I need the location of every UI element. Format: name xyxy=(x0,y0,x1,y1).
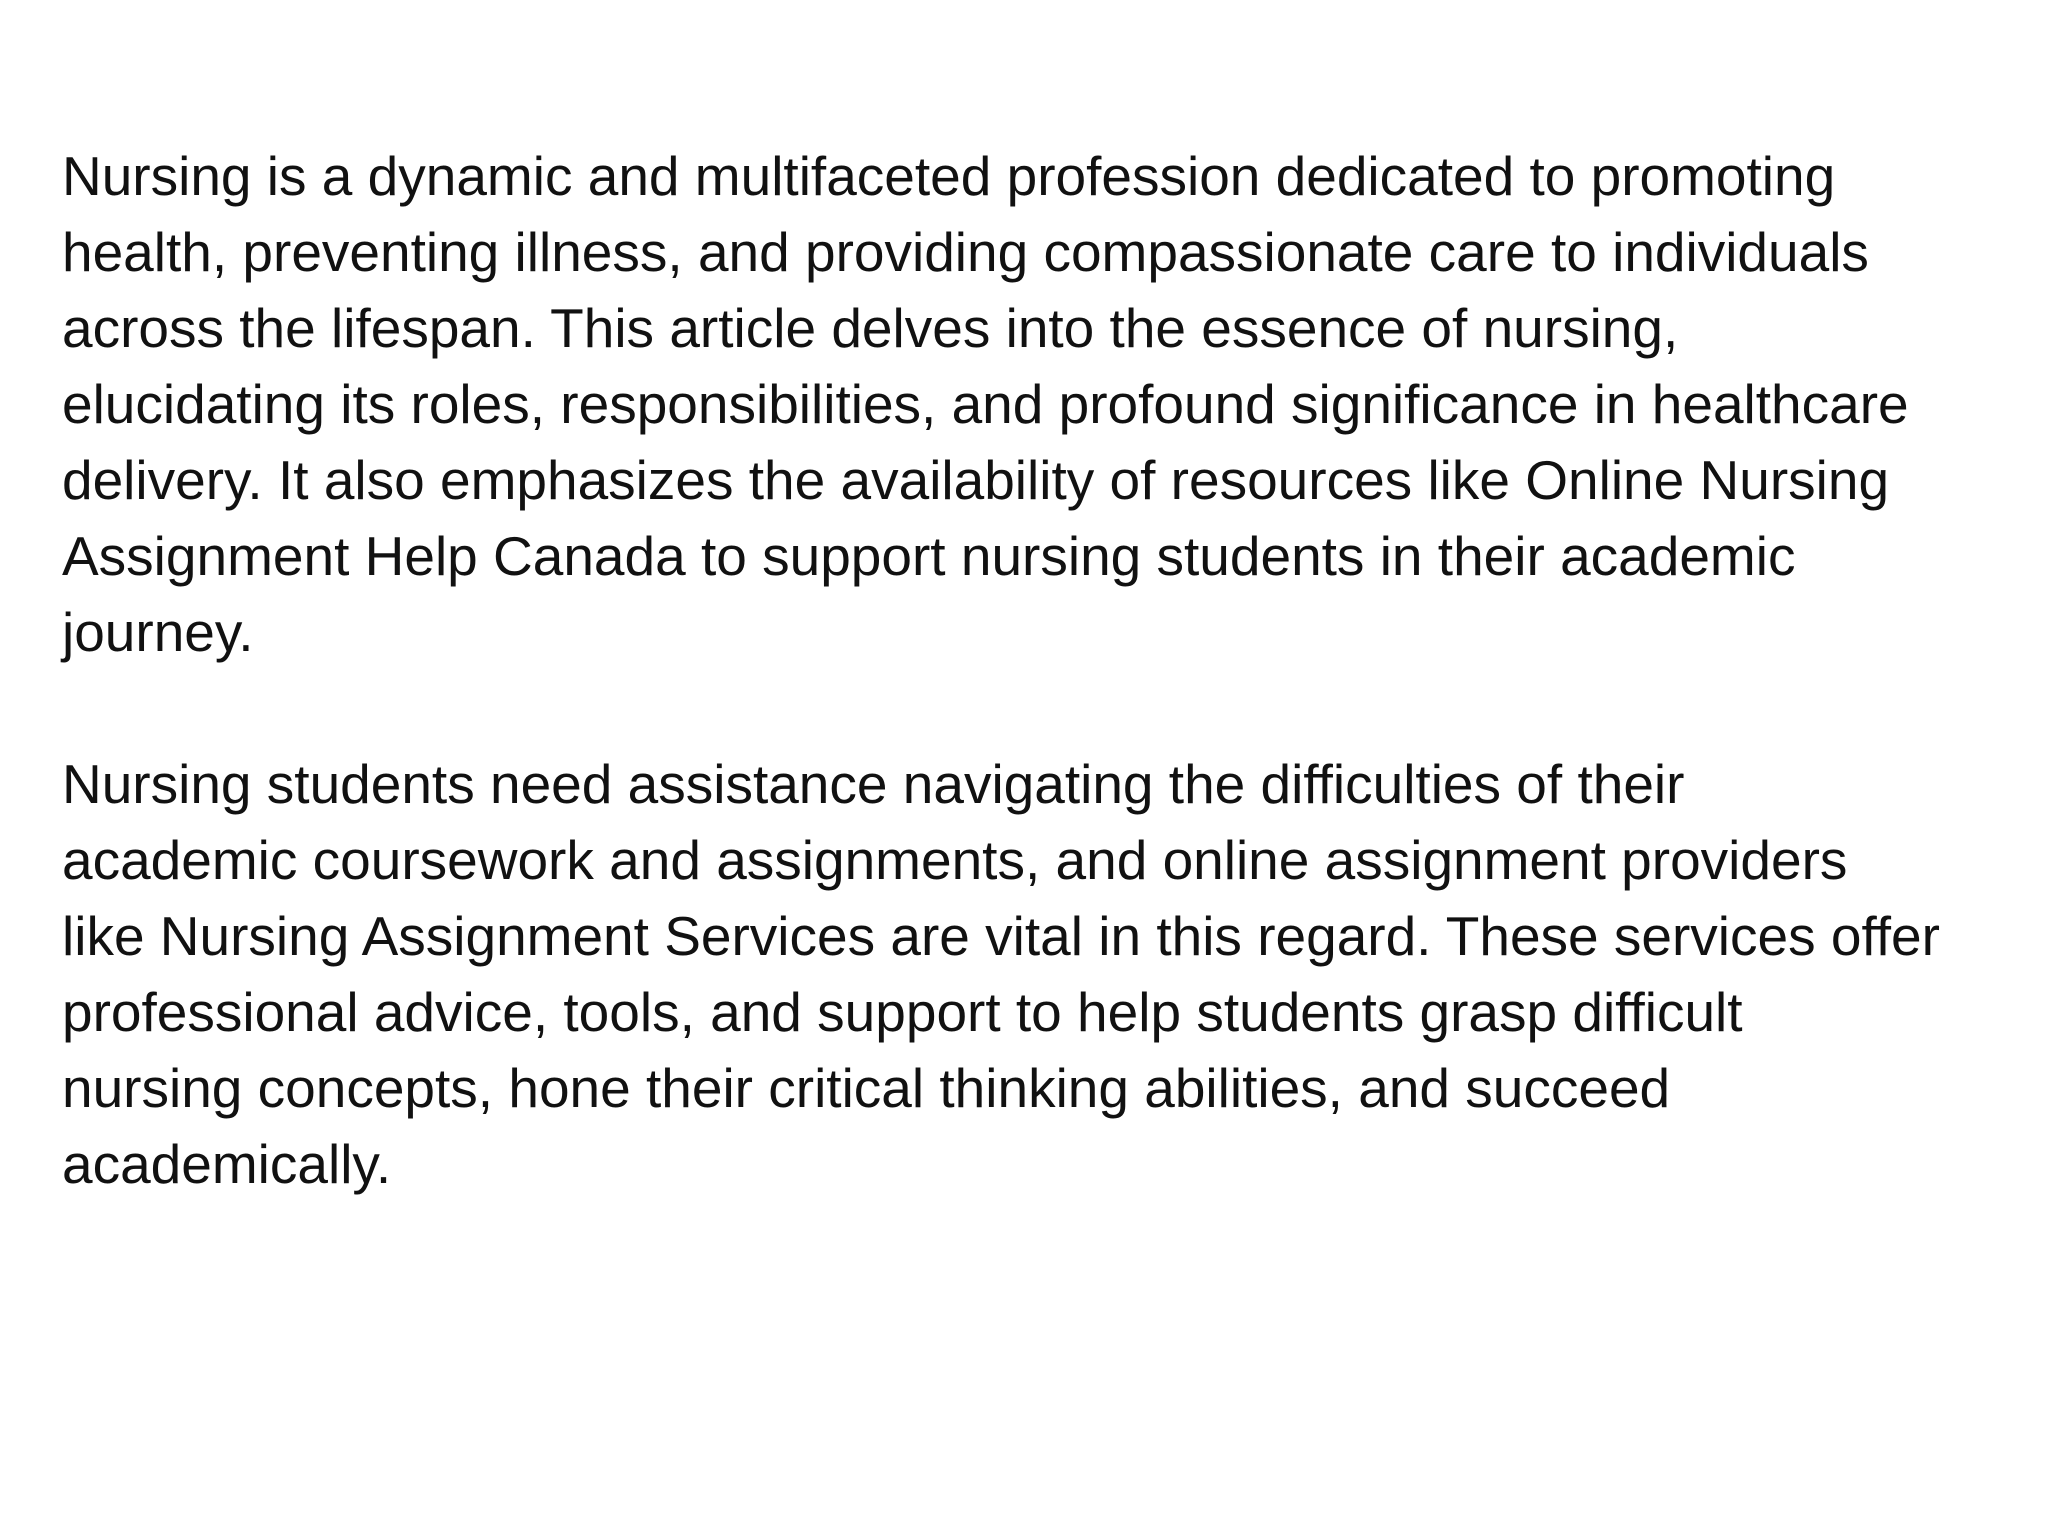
text-line: across the lifespan. This article delves into the essence of nursing, xyxy=(62,297,1679,359)
paragraph-intro xyxy=(62,138,2022,670)
text-line: Nursing is a dynamic and multifaceted profession dedicated to promoting xyxy=(62,145,1836,207)
text-line: academically. xyxy=(62,1133,392,1195)
text-line: Assignment Help Canada to support nursing students in their academic xyxy=(62,525,1796,587)
text-line: like Nursing Assignment Services are vital in this regard. These services offer xyxy=(62,905,1940,967)
text-line: professional advice, tools, and support to help students grasp difficult xyxy=(62,981,1743,1043)
text-line: health, preventing illness, and providing compassionate care to individuals xyxy=(62,221,1869,283)
text-line: nursing concepts, hone their critical thinking abilities, and succeed xyxy=(62,1057,1671,1119)
text-line: elucidating its roles, responsibilities, and profound significance in healthcare xyxy=(62,373,1909,435)
body-text xyxy=(62,138,2022,1202)
text-line: academic coursework and assignments, and online assignment providers xyxy=(62,829,1848,891)
text-line: Nursing students need assistance navigating the difficulties of their xyxy=(62,753,1685,815)
text-line: journey. xyxy=(62,601,254,663)
text-line: delivery. It also emphasizes the availability of resources like Online Nursing xyxy=(62,449,1890,511)
paragraph-services xyxy=(62,746,2022,1202)
